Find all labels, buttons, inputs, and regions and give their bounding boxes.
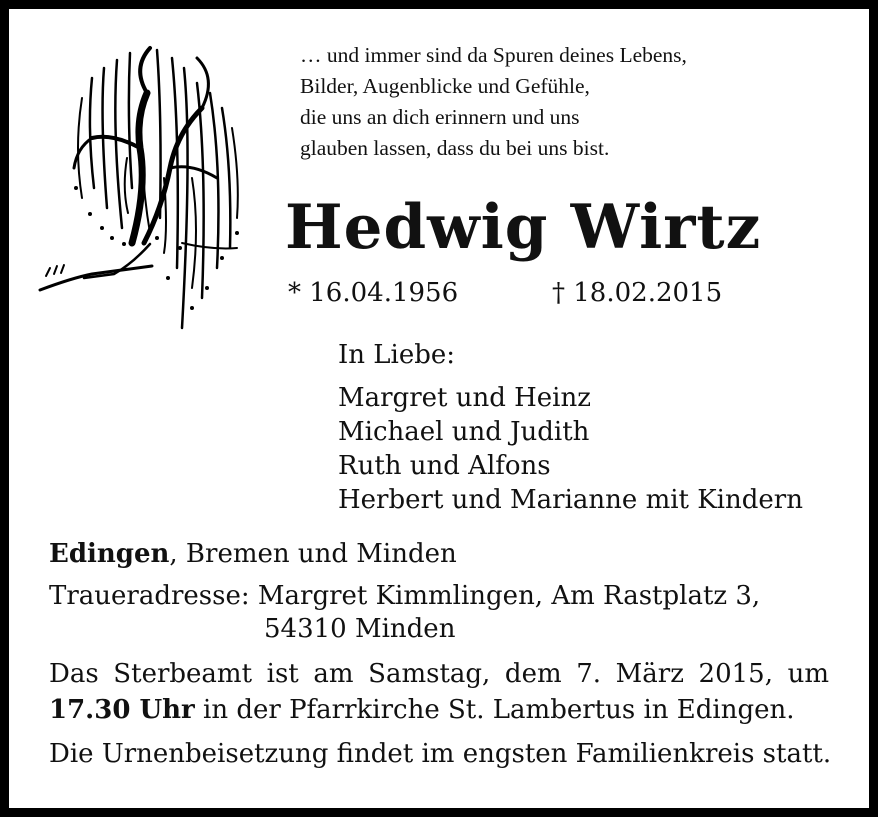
mourner-entry: Herbert und Marianne mit Kindern xyxy=(338,485,803,515)
quote-line: glauben lassen, dass du bei uns bist. xyxy=(300,136,610,160)
mourner-entry: Margret und Heinz xyxy=(338,383,591,413)
quote-line: … und immer sind da Spuren deines Lebens, xyxy=(300,43,687,67)
mourner-entry: Ruth und Alfons xyxy=(338,451,551,481)
quote xyxy=(300,40,687,164)
weeping-willow-icon xyxy=(32,38,247,333)
quote-line: Bilder, Augenblicke und Gefühle, xyxy=(300,74,590,98)
address-line-1: Traueradresse: Margret Kimmlingen, Am Rastplatz 3, xyxy=(49,581,761,611)
birth-date: * 16.04.1956 xyxy=(288,278,459,308)
mourner-entry: Michael und Judith xyxy=(338,417,590,447)
service-line-1: Das Sterbeamt ist am Samstag, dem 7. März 2015, um xyxy=(49,659,829,689)
mourners-heading: In Liebe: xyxy=(338,340,456,370)
quote-line: die uns an dich erinnern und uns xyxy=(300,105,580,129)
places-rest: , Bremen und Minden xyxy=(169,539,457,569)
places-bold: Edingen xyxy=(49,539,170,569)
service-line-2 xyxy=(49,695,795,725)
deceased-name: Hedwig Wirtz xyxy=(285,192,762,263)
mourners-list xyxy=(338,381,803,517)
death-date: † 18.02.2015 xyxy=(552,278,723,308)
address-line-2: 54310 Minden xyxy=(264,614,456,644)
service-location: in der Pfarrkirche St. Lambertus in Edingen. xyxy=(194,695,795,725)
service-time: 17.30 Uhr xyxy=(49,695,195,725)
places-line xyxy=(49,539,457,569)
urn-notice: Die Urnenbeisetzung findet im engsten Familienkreis statt. xyxy=(49,739,832,769)
